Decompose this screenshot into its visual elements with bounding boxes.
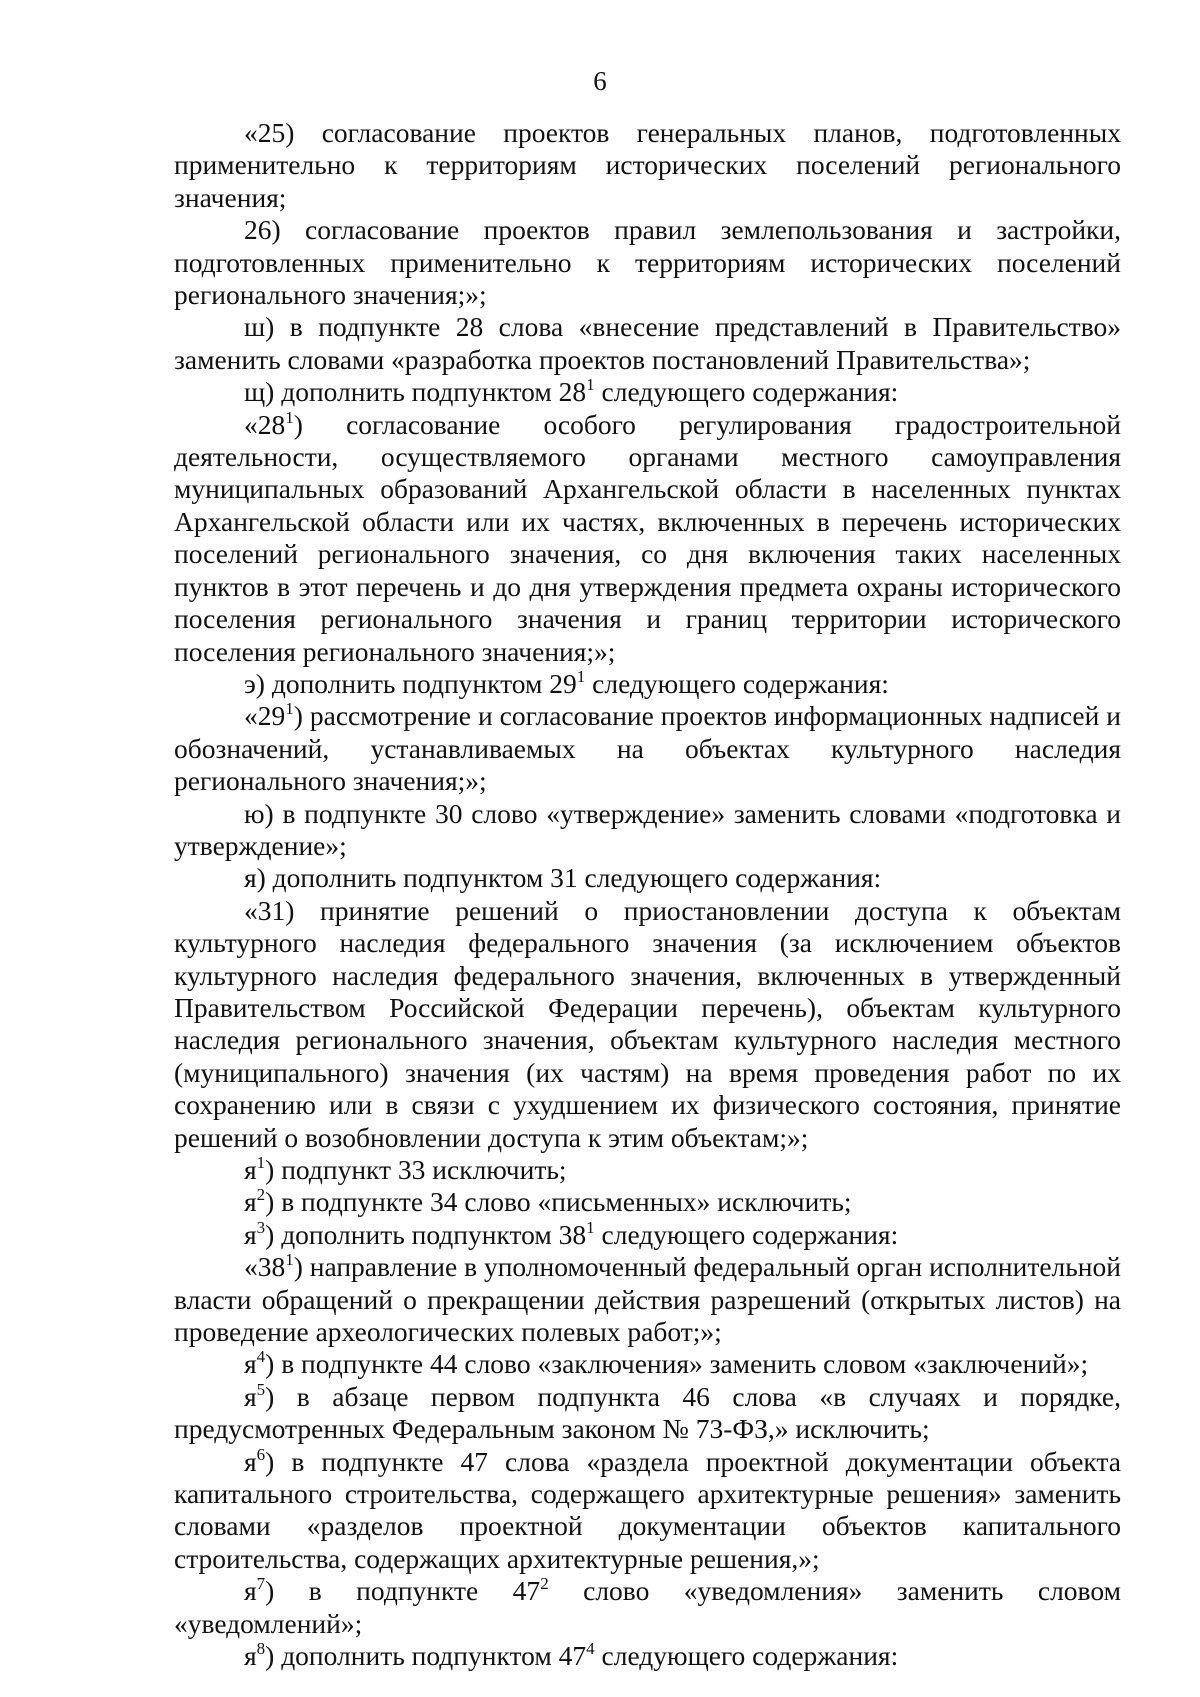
paragraph — [174, 1186, 1121, 1218]
paragraph — [174, 1575, 1121, 1640]
text-run: следующего содержания: — [594, 376, 899, 408]
superscript-index: 1 — [285, 1250, 294, 1270]
superscript-index: 4 — [586, 1638, 595, 1658]
text-run: я — [244, 1445, 257, 1477]
text-run: я — [244, 1575, 257, 1607]
text-run: ) в подпункте 47 — [265, 1575, 541, 1607]
paragraph — [174, 376, 1121, 408]
superscript-index: 3 — [256, 1217, 266, 1237]
paragraph — [174, 1154, 1121, 1186]
paragraph — [174, 862, 1121, 894]
text-run: слово «уведомления» заменить словом «уведомлений»; — [174, 1575, 1121, 1639]
paragraph — [174, 1348, 1121, 1380]
paragraph — [174, 1381, 1121, 1446]
superscript-index: 1 — [285, 407, 294, 427]
paragraph — [174, 798, 1121, 863]
superscript-index: 7 — [256, 1574, 266, 1594]
superscript-index: 1 — [285, 699, 294, 719]
superscript-index: 1 — [256, 1152, 266, 1172]
superscript-index: 8 — [256, 1638, 266, 1658]
text-run: следующего содержания: — [585, 667, 889, 699]
paragraph — [174, 700, 1121, 797]
text-run: я — [244, 1186, 257, 1218]
text-run: ) дополнить подпунктом 47 — [265, 1640, 587, 1672]
superscript-index: 1 — [586, 375, 595, 395]
paragraph — [174, 668, 1121, 700]
text-run: ) в подпункте 34 слово «письменных» исключить; — [265, 1186, 852, 1218]
superscript-index: 2 — [256, 1185, 266, 1205]
text-run: «31) принятие решений о приостановлении доступа к объектам культурного наследия федерального значения (за исключением объектов культурного наследия федерального значения, включенных в утвержденный Правительством Российской Федерации перечень), объектам культурного наследия регионального значения, объектам культурного наследия местного (муниципального) значения (их частям) на время проведения работ по их сохранению или в связи с ухудшением их физического состояния, принятие решений о возобновлении доступа к этим объектам;»; — [174, 894, 1121, 1153]
paragraph — [174, 1640, 1121, 1672]
paragraph — [174, 117, 1121, 214]
paragraph — [174, 895, 1121, 1154]
text-run: щ) дополнить подпунктом 28 — [244, 376, 587, 408]
text-run: ) подпункт 33 исключить; — [265, 1154, 567, 1185]
text-run: «38 — [244, 1251, 286, 1283]
superscript-index: 2 — [540, 1574, 549, 1594]
text-run: ) в подпункте 47 слова «раздела проектной документации объекта капитального строительства, содержащего архитектурные решения» заменить словами «разделов проектной документации объектов капитального строительства, содержащих архитектурные решения,»; — [174, 1445, 1121, 1574]
text-run: «29 — [244, 700, 286, 732]
superscript-index: 4 — [256, 1347, 266, 1367]
text-run: ) согласование особого регулирования градостроительной деятельности, осуществляемого органами местного самоуправления муниципальных образований Архангельской области в населенных пунктах Архангельской области или их частях, включенных в перечень исторических поселений регионального значения, со дня включения таких населенных пунктов в этот перечень и до дня утверждения предмета охраны исторического поселения регионального значения и границ территории исторического поселения регионального значения;»; — [174, 408, 1121, 667]
text-run: «28 — [244, 408, 286, 440]
text-run: «25) согласование проектов генеральных планов, подготовленных применительно к территориям исторических поселений регионального значения; — [174, 117, 1121, 213]
text-run: я — [244, 1380, 257, 1412]
paragraph — [174, 409, 1121, 668]
text-run: ю) в подпункте 30 слово «утверждение» заменить словами «подготовка и утверждение»; — [174, 797, 1121, 861]
text-run: ) в подпункте 44 слово «заключения» заменить словом «заключений»; — [265, 1348, 1089, 1380]
text-run: я) дополнить подпунктом 31 следующего содержания: — [244, 862, 882, 894]
text-run: следующего содержания: — [594, 1640, 899, 1672]
text-run: ) дополнить подпунктом 38 — [265, 1218, 587, 1250]
superscript-index: 1 — [586, 1217, 595, 1237]
text-run: следующего содержания: — [594, 1218, 899, 1250]
text-run: я — [244, 1154, 257, 1185]
text-run: ) рассмотрение и согласование проектов информационных надписей и обозначений, устанавливаемых на объектах культурного наследия регионального значения;»; — [174, 700, 1121, 797]
text-run: ) в абзаце первом подпункта 46 слова «в случаях и порядке, предусмотренных Федеральным законом № 73-ФЗ,» исключить; — [174, 1380, 1121, 1445]
page-number: 6 — [593, 66, 607, 96]
superscript-index: 1 — [576, 666, 586, 686]
text-run: ш) в подпункте 28 слова «внесение представлений в Правительство» заменить словами «разработка проектов постановлений Правительства»; — [174, 311, 1121, 375]
text-run: э) дополнить подпунктом 29 — [244, 667, 577, 699]
text-run: я — [244, 1218, 257, 1250]
document-body — [174, 117, 1121, 1673]
paragraph — [174, 311, 1121, 376]
superscript-index: 5 — [256, 1379, 266, 1399]
text-run: 26) согласование проектов правил землепользования и застройки, подготовленных применительно к территориям исторических поселений регионального значения;»; — [174, 214, 1121, 311]
text-run: ) направление в уполномоченный федеральный орган исполнительной власти обращений о прекращении действия разрешений (открытых листов) на проведение археологических полевых работ;»; — [174, 1251, 1121, 1348]
text-run: я — [244, 1348, 257, 1380]
superscript-index: 6 — [256, 1444, 266, 1464]
paragraph — [174, 214, 1121, 311]
text-run: я — [244, 1640, 257, 1672]
paragraph — [174, 1446, 1121, 1576]
paragraph — [174, 1219, 1121, 1251]
paragraph — [174, 1251, 1121, 1348]
